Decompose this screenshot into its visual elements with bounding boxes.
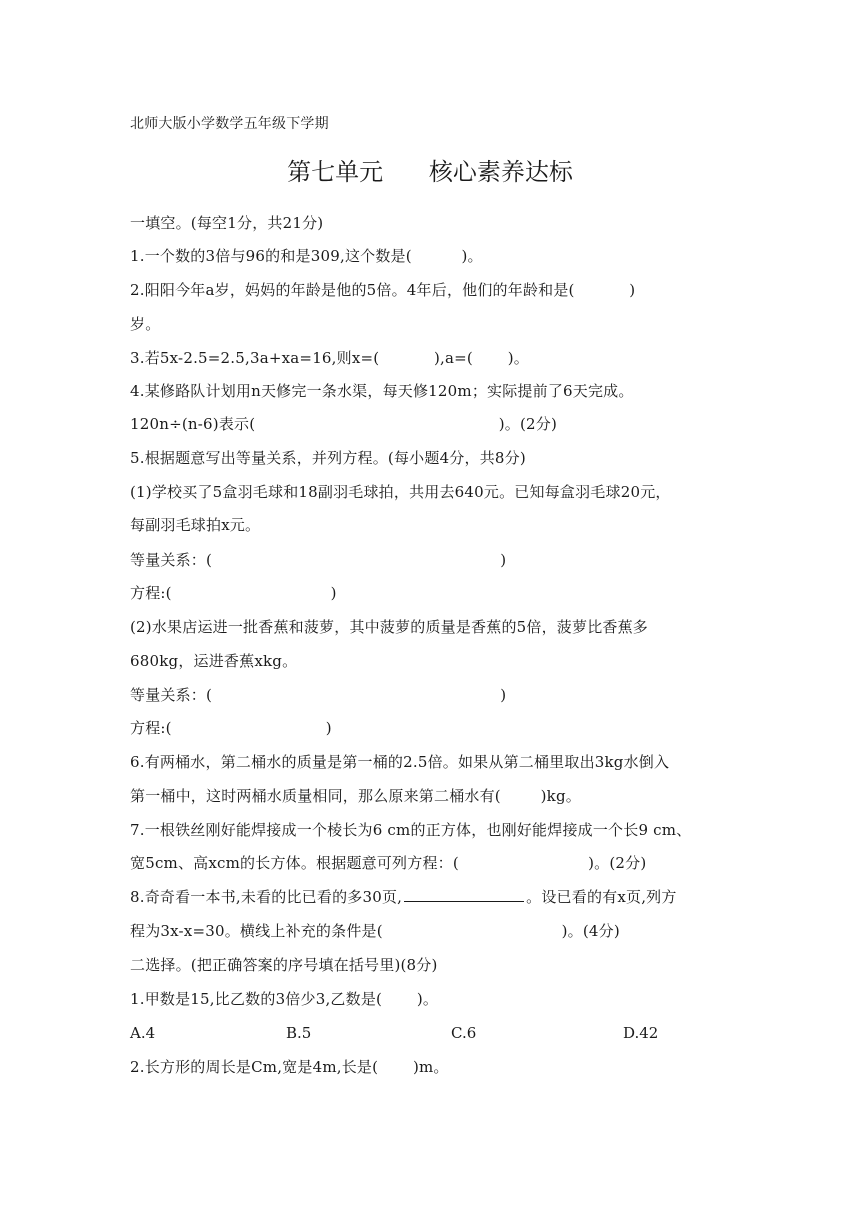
question-2-1: 1.甲数是15,比乙数的3倍少3,乙数是( )。 [130,990,439,1008]
section-2-heading: 二选择。(把正确答案的序号填在括号里)(8分) [130,956,438,974]
question-1-3: 3.若5x-2.5=2.5,3a+xa=16,则x=( ),a=( )。 [130,349,529,367]
section-1-heading: 一填空。(每空1分，共21分) [130,214,324,232]
question-1-5-2-equation: 方程:( ) [130,719,332,737]
question-1-1: 1.一个数的3倍与96的和是309,这个数是( )。 [130,247,483,265]
question-1-5-1-line2: 每副羽毛球拍x元。 [130,516,261,534]
question-1-6-line2: 第一桶中，这时两桶水质量相同，那么原来第二桶水有( )kg。 [130,787,581,805]
option-d: D.42 [623,1024,659,1042]
question-1-8-line1 [130,887,677,907]
question-1-5-1-equation: 方程:( ) [130,584,337,602]
option-a: A.4 [130,1024,156,1042]
question-1-5-2-line1: (2)水果店运进一批香蕉和菠萝，其中菠萝的质量是香蕉的5倍，菠萝比香蕉多 [130,618,648,636]
question-1-5: 5.根据题意写出等量关系，并列方程。(每小题4分，共8分) [130,449,526,467]
answer-underline [404,887,524,902]
question-1-7-line1: 7.一根铁丝刚好能焊接成一个棱长为6 cm的正方体，也刚好能焊接成一个长9 cm、 [130,821,692,839]
question-1-5-2-relation: 等量关系：( ) [130,686,507,704]
question-1-5-1-line1: (1)学校买了5盒羽毛球和18副羽毛球拍，共用去640元。已知每盒羽毛球20元， [130,483,671,501]
option-b: B.5 [286,1024,312,1042]
question-1-4-line2: 120n÷(n-6)表示( )。(2分) [130,415,558,433]
question-1-8-text-before: 8.奇奇看一本书,未看的比已看的多30页, [130,888,403,906]
question-1-4-line1: 4.某修路队计划用n天修完一条水渠，每天修120m；实际提前了6天完成。 [130,382,634,400]
question-2-2: 2.长方形的周长是Cm,宽是4m,长是( )m。 [130,1058,449,1076]
question-1-2-line1: 2.阳阳今年a岁，妈妈的年龄是他的5倍。4年后，他们的年龄和是( ) [130,281,636,299]
question-1-5-1-relation: 等量关系：( ) [130,551,507,569]
question-1-7-line2: 宽5cm、高xcm的长方体。根据题意可列方程：( )。(2分) [130,854,647,872]
question-1-2-line2: 岁。 [130,315,161,333]
question-1-6-line1: 6.有两桶水，第二桶水的质量是第一桶的2.5倍。如果从第二桶里取出3kg水倒入 [130,753,670,771]
question-1-5-2-line2: 680kg，运进香蕉xkg。 [130,652,298,670]
question-1-8-text-after: 。设已看的有x页,列方 [526,888,677,906]
page-title: 第七单元 核心素养达标 [287,158,573,186]
option-c: C.6 [451,1024,477,1042]
document-header: 北师大版小学数学五年级下学期 [130,116,329,132]
question-1-8-line2: 程为3x-x=30。横线上补充的条件是( )。(4分) [130,922,620,940]
